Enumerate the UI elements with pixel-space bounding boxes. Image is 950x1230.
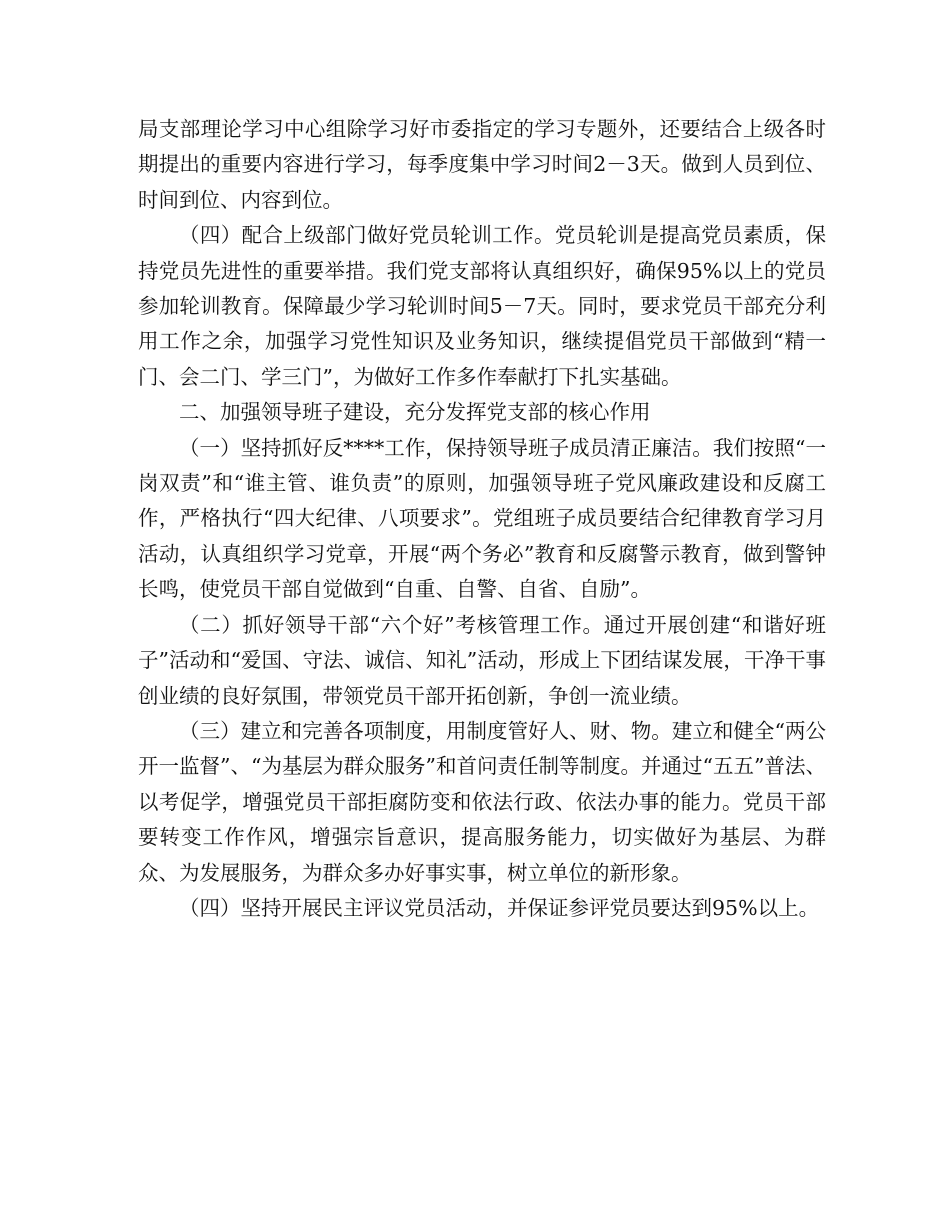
paragraph-anti-corruption: （一）坚持抓好反****工作，保持领导班子成员清正廉洁。我们按照“一岗双责”和“谁主管、谁负责”的原则，加强领导班子党风廉政建设和反腐工作，严格执行“四大纪律、八项要求”。党组班子成员要结合纪律教育学习月活动，认真组织学习党章，开展“两个务必”教育和反腐警示教育，做到警钟长鸣，使党员干部自觉做到“自重、自警、自省、自励”。	[138, 435, 826, 602]
section-heading-leadership: 二、加强领导班子建设，充分发挥党支部的核心作用	[179, 400, 651, 425]
paragraph-study-group: 局支部理论学习中心组除学习好市委指定的学习专题外，还要结合上级各时期提出的重要内容进行学习，每季度集中学习时间2－3天。做到人员到位、时间到位、内容到位。	[138, 117, 826, 212]
document-page	[138, 112, 826, 926]
paragraph-member-training: （四）配合上级部门做好党员轮训工作。党员轮训是提高党员素质，保持党员先进性的重要举措。我们党支部将认真组织好，确保95%以上的党员参加轮训教育。保障最少学习轮训时间5－7天。同时，要求党员干部充分利用工作之余，加强学习党性知识及业务知识，继续提倡党员干部做到“精一门、会二门、学三门”，为做好工作多作奉献打下扎实基础。	[138, 223, 826, 389]
paragraph-six-goods-assessment: （二）抓好领导干部“六个好”考核管理工作。通过开展创建“和谐好班子”活动和“爱国、守法、诚信、知礼”活动，形成上下团结谋发展，干净干事创业绩的良好氛围，带领党员干部开拓创新，争创一流业绩。	[138, 612, 826, 708]
paragraph-democratic-review: （四）坚持开展民主评议党员活动，并保证参评党员要达到95%以上。	[179, 895, 820, 920]
paragraph-systems: （三）建立和完善各项制度，用制度管好人、财、物。建立和健全“两公开一监督”、“为基层为群众服务”和首问责任制等制度。并通过“五五”普法、以考促学，增强党员干部拒腐防变和依法行政、依法办事的能力。党员干部要转变工作作风，增强宗旨意识，提高服务能力，切实做好为基层、为群众、为发展服务，为群众多办好事实事，树立单位的新形象。	[138, 718, 826, 885]
